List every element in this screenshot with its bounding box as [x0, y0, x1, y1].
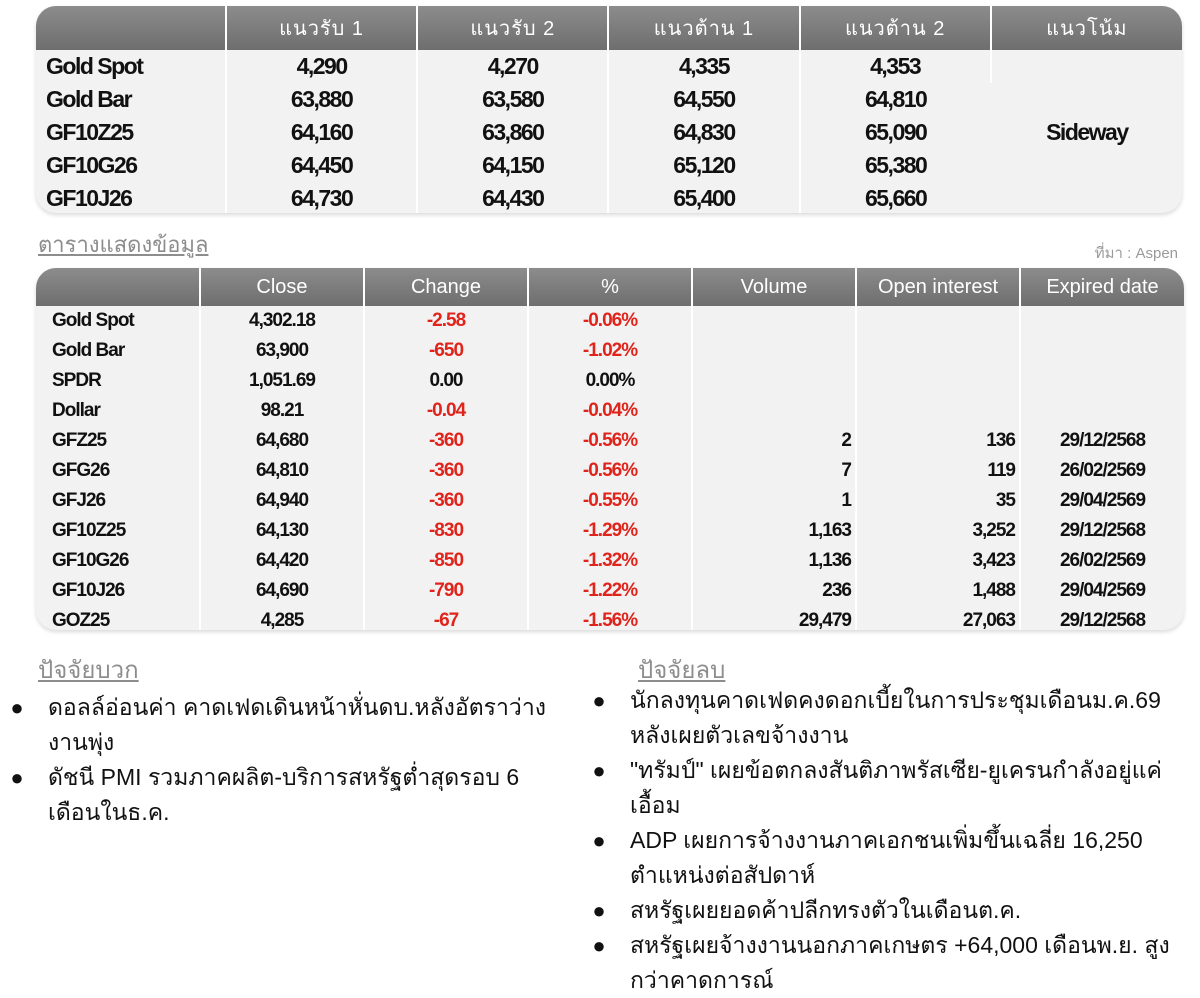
level-value: 64,810: [864, 86, 927, 112]
data-table-title: ตารางแสดงข้อมูล: [38, 232, 209, 257]
instrument-name: GF10G26: [36, 149, 226, 182]
table-row: [36, 426, 1184, 456]
instrument-name: GF10Z25: [36, 516, 200, 546]
table-row: [36, 336, 1184, 366]
level-value: 63,860: [417, 116, 608, 149]
level-value: 4,335: [608, 50, 799, 83]
expired-date-value: 29/12/2568: [1059, 520, 1146, 541]
expired-date-value: 26/02/2569: [1059, 550, 1146, 571]
instrument-name: GF10Z25: [36, 116, 226, 149]
table-row: [36, 306, 1184, 336]
bullet-icon: ●: [592, 688, 606, 713]
table-row: [36, 366, 1184, 396]
level-value: 64,830: [608, 116, 799, 149]
sr-header-cell: แนวรับ 1: [226, 6, 417, 50]
volume-value: [692, 396, 856, 426]
change-value: -2.58: [364, 306, 528, 336]
percent-value: -0.56%: [528, 456, 692, 486]
table-row: [36, 546, 1184, 576]
market-data-table: [36, 268, 1184, 630]
instrument-name: Gold Spot: [36, 306, 200, 336]
list-item: [592, 893, 1192, 928]
table-row: [36, 456, 1184, 486]
md-header-cell: Change: [364, 268, 528, 306]
percent-value: -1.02%: [528, 336, 692, 366]
instrument-name: Dollar: [36, 396, 200, 426]
md-header-row: [36, 268, 1184, 306]
positive-factors-title: ปัจจัยบวก: [38, 657, 139, 684]
instrument-name: SPDR: [36, 366, 200, 396]
list-item: [10, 690, 570, 760]
sr-row: [36, 50, 1182, 83]
table-row: [36, 576, 1184, 606]
volume-value: [692, 366, 856, 396]
percent-value: -0.55%: [528, 486, 692, 516]
level-value: 65,660: [864, 185, 927, 211]
open-interest-value: 3,423: [856, 546, 1020, 576]
factor-text: ดอลล์อ่อนค่า คาดเฟดเดินหน้าหั่นดบ.หลังอัตราว่างงานพุ่ง: [48, 694, 546, 755]
md-header-cell: Close: [200, 268, 364, 306]
volume-value: 7: [692, 456, 856, 486]
md-header-cell: Open interest: [856, 268, 1020, 306]
close-value: 64,420: [200, 546, 364, 576]
instrument-name: GF10J26: [36, 182, 226, 213]
factor-text: สหรัฐเผยยอดค้าปลีกทรงตัวในเดือนต.ค.: [630, 897, 1022, 923]
level-value: 64,160: [226, 116, 417, 149]
factor-text: ดัชนี PMI รวมภาคผลิต-บริการสหรัฐต่ำสุดรอบ 6 เดือนในธ.ค.: [48, 764, 520, 825]
change-value: -360: [364, 426, 528, 456]
close-value: 64,680: [200, 426, 364, 456]
open-interest-value: 119: [856, 456, 1020, 486]
open-interest-value: 35: [856, 486, 1020, 516]
percent-value: -1.29%: [528, 516, 692, 546]
volume-value: 236: [692, 576, 856, 606]
level-value: 4,290: [226, 50, 417, 83]
instrument-name: GFJ26: [36, 486, 200, 516]
level-value: 4,353: [800, 50, 991, 83]
change-value: -360: [364, 456, 528, 486]
percent-value: -0.04%: [528, 396, 692, 426]
sr-header-cell: แนวรับ 2: [417, 6, 608, 50]
md-header-cell: Volume: [692, 268, 856, 306]
instrument-name: GFZ25: [36, 426, 200, 456]
factor-text: ADP เผยการจ้างงานภาคเอกชนเพิ่มขึ้นเฉลี่ย 16,250 ตำแหน่งต่อสัปดาห์: [630, 827, 1143, 888]
close-value: 1,051.69: [200, 366, 364, 396]
open-interest-value: 136: [856, 426, 1020, 456]
instrument-name: Gold Bar: [36, 336, 200, 366]
bullet-icon: ●: [592, 758, 606, 783]
close-value: 4,285: [200, 606, 364, 630]
change-value: -790: [364, 576, 528, 606]
instrument-name: GF10J26: [36, 576, 200, 606]
expired-date-value: [1020, 306, 1184, 336]
change-value: 0.00: [364, 366, 528, 396]
trend-value: Sideway: [1046, 119, 1128, 145]
close-value: 64,810: [200, 456, 364, 486]
open-interest-value: 3,252: [856, 516, 1020, 546]
bullet-icon: ●: [592, 933, 606, 958]
close-value: 64,690: [200, 576, 364, 606]
volume-value: 2: [692, 426, 856, 456]
md-header-cell: Expired date: [1020, 268, 1184, 306]
volume-value: [692, 306, 856, 336]
percent-value: -0.56%: [528, 426, 692, 456]
expired-date-value: 29/12/2568: [1059, 610, 1146, 630]
level-value: 63,880: [226, 83, 417, 116]
level-value: 64,730: [226, 182, 417, 213]
factor-text: นักลงทุนคาดเฟดคงดอกเบี้ยในการประชุมเดือนม.ค.69 หลังเผยตัวเลขจ้างงาน: [630, 687, 1161, 748]
instrument-name: GF10G26: [36, 546, 200, 576]
bullet-icon: ●: [592, 828, 606, 853]
sr-header-cell: แนวต้าน 1: [608, 6, 799, 50]
close-value: 64,940: [200, 486, 364, 516]
close-value: 63,900: [200, 336, 364, 366]
negative-factors-list: [592, 683, 1192, 998]
table-row: [36, 396, 1184, 426]
table-row: [36, 606, 1184, 630]
negative-factors-title: ปัจจัยลบ: [638, 657, 726, 684]
bullet-icon: ●: [10, 695, 24, 720]
instrument-name: Gold Bar: [36, 83, 226, 116]
support-resistance-table: [36, 6, 1182, 213]
change-value: -67: [364, 606, 528, 630]
list-item: [592, 928, 1192, 998]
level-value: 64,430: [417, 182, 608, 213]
close-value: 4,302.18: [200, 306, 364, 336]
level-value: 64,150: [417, 149, 608, 182]
percent-value: -1.32%: [528, 546, 692, 576]
instrument-name: GFG26: [36, 456, 200, 486]
open-interest-value: 1,488: [856, 576, 1020, 606]
volume-value: [692, 336, 856, 366]
md-header-cell: %: [528, 268, 692, 306]
volume-value: 1: [692, 486, 856, 516]
percent-value: -1.56%: [528, 606, 692, 630]
bullet-icon: ●: [10, 765, 24, 790]
bullet-icon: ●: [592, 898, 606, 923]
md-header-cell: [36, 268, 200, 306]
factor-text: สหรัฐเผยจ้างงานนอกภาคเกษตร +64,000 เดือนพ.ย. สูงกว่าคาดการณ์: [630, 932, 1170, 993]
level-value: 65,120: [608, 149, 799, 182]
instrument-name: Gold Spot: [36, 50, 226, 83]
expired-date-value: 29/04/2569: [1059, 580, 1146, 601]
level-value: 4,270: [417, 50, 608, 83]
expired-date-value: [1020, 396, 1184, 426]
level-value: 64,550: [608, 83, 799, 116]
positive-factors-list: [10, 690, 570, 830]
sr-header-cell: แนวต้าน 2: [800, 6, 991, 50]
source-note: ที่มา : Aspen: [1094, 245, 1178, 262]
sr-header-row: [36, 6, 1182, 50]
expired-date-value: [1020, 336, 1184, 366]
instrument-name: GOZ25: [36, 606, 200, 630]
list-item: [592, 823, 1192, 893]
table-row: [36, 486, 1184, 516]
change-value: -360: [364, 486, 528, 516]
sr-header-cell: แนวโน้ม: [991, 6, 1182, 50]
list-item: [592, 683, 1192, 753]
volume-value: 1,136: [692, 546, 856, 576]
table-row: [36, 516, 1184, 546]
sr-header-cell: [36, 6, 226, 50]
expired-date-value: 29/12/2568: [1059, 430, 1146, 451]
percent-value: -1.22%: [528, 576, 692, 606]
level-value: 64,450: [226, 149, 417, 182]
open-interest-value: 27,063: [856, 606, 1020, 630]
percent-value: 0.00%: [528, 366, 692, 396]
open-interest-value: [856, 336, 1020, 366]
close-value: 98.21: [200, 396, 364, 426]
level-value: 63,580: [417, 83, 608, 116]
open-interest-value: [856, 306, 1020, 336]
expired-date-value: 26/02/2569: [1059, 460, 1146, 481]
change-value: -0.04: [364, 396, 528, 426]
expired-date-value: 29/04/2569: [1059, 490, 1146, 511]
level-value: 65,380: [864, 152, 927, 178]
percent-value: -0.06%: [528, 306, 692, 336]
close-value: 64,130: [200, 516, 364, 546]
change-value: -650: [364, 336, 528, 366]
list-item: [592, 753, 1192, 823]
factor-text: "ทรัมป์" เผยข้อตกลงสันติภาพรัสเซีย-ยูเครนกำลังอยู่แค่เอื้อม: [630, 757, 1162, 818]
volume-value: 1,163: [692, 516, 856, 546]
change-value: -830: [364, 516, 528, 546]
level-value: 65,090: [864, 119, 927, 145]
list-item: [10, 760, 570, 830]
volume-value: 29,479: [692, 606, 856, 630]
open-interest-value: [856, 396, 1020, 426]
level-value: 65,400: [608, 182, 799, 213]
change-value: -850: [364, 546, 528, 576]
open-interest-value: [856, 366, 1020, 396]
expired-date-value: [1020, 366, 1184, 396]
